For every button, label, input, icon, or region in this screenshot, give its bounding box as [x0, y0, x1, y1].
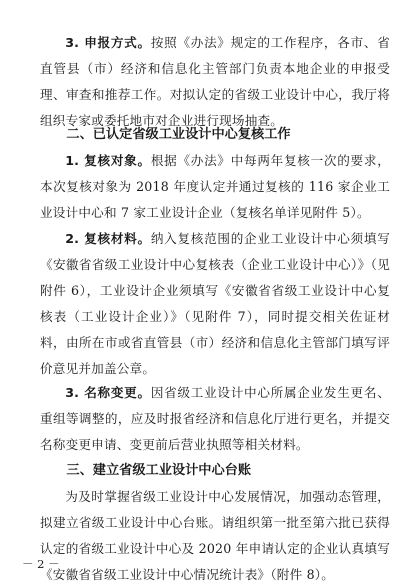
- heading-ledger: 三、建立省级工业设计中心台账: [66, 463, 252, 478]
- section-3-submission-method: [40, 30, 390, 134]
- heading-review-work: 二、已认定省级工业设计中心复核工作: [66, 127, 291, 142]
- review-item-1-text: 根据《办法》中每两年复核一次的要求，本次复核对象为 2018 年度认定并通过复核的 116 家企业工业设计中心和 7 家工业设计企业（复核名单详见附件 5）。: [40, 153, 390, 220]
- section-3-text: 按照《办法》规定的工作程序，各市、省直管县（市）经济和信息化主管部门负责本地企业的申报受理、审查和推荐工作。对拟认定的省级工业设计中心，我厅将组织专家或委托地市对企业进行现场抽查。: [40, 35, 390, 128]
- review-item-1-targets: [40, 148, 390, 226]
- review-item-1-lead: 1. 复核对象。: [65, 153, 151, 168]
- review-item-2-lead: 2. 复核材料。: [65, 231, 151, 246]
- review-item-2-materials: [40, 226, 390, 382]
- review-item-3-name-change: [40, 380, 390, 458]
- ledger-text: 为及时掌握省级工业设计中心发展情况，加强动态管理，拟建立省级工业设计中心台账。请组织第一批至第六批已获得认定的省级工业设计中心及 2020 年申请认定的企业认真填写《安徽省省级工业设计中心情况统计表》（附件 8）。: [40, 489, 390, 582]
- review-item-3-lead: 3. 名称变更。: [65, 385, 151, 400]
- ledger-paragraph: [40, 484, 390, 588]
- review-item-2-text: 纳入复核范围的企业工业设计中心须填写《安徽省省级工业设计中心复核表（企业工业设计中心）》（见附件 6），工业设计企业须填写《安徽省省级工业设计中心复核表（工业设计企业）》（见附件 7），同时提交相关佐证材料，由所在市或省直管县（市）经济和信息化主管部门填写评价意见并加盖公章。: [40, 231, 390, 376]
- section-3-lead: 3. 申报方式。: [65, 35, 151, 50]
- page-number: － 2 －: [22, 557, 60, 571]
- review-item-3-text: 因省级工业设计中心所属企业发生更名、重组等调整的，应及时报省经济和信息化厅进行更名，并提交名称变更申请、变更前后营业执照等相关材料。: [40, 385, 390, 452]
